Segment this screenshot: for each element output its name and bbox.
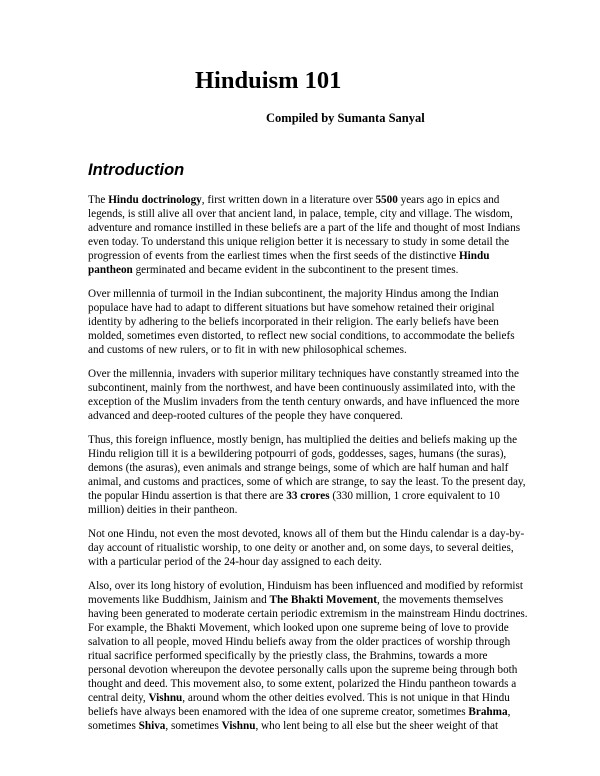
text-line: advanced and deep-rooted cultures of the people they have conquered. — [88, 410, 403, 422]
text-line: beliefs have always been enamored with the idea of one supreme creator, sometimes Brahma, — [88, 706, 511, 718]
text-line: adventure and romance instilled in these beliefs are a part of the life and thought of most Indians — [88, 222, 521, 234]
text-line: ritual sacrifice performed specifically by the priestly class, the Brahmins, towards a more — [88, 650, 488, 662]
paragraph-2 — [88, 287, 538, 357]
text-line: personal devotion whereupon the devotee personally calls upon the supreme being through both — [88, 664, 518, 676]
text-line: legends, is still alive all over that ancient land, in palace, temple, city and village. The wisdom, — [88, 208, 513, 220]
paragraph-6 — [88, 579, 538, 733]
text-line: pantheon germinated and became evident in the subcontinent to the present times. — [88, 264, 459, 276]
text-line: with a particular period of the 24-hour day assigned to each deity. — [88, 556, 382, 568]
text-line: animal, and customs and practices, some of which are strange, to say the least. To the present day, — [88, 476, 526, 488]
text-line: even today. To understand this unique religion better it is necessary to study in some detail the — [88, 236, 510, 248]
document-title: Hinduism 101 — [195, 67, 342, 94]
text-line: identity by adhering to the beliefs incorporated in their religion. The early beliefs have been — [88, 316, 499, 328]
text-line: thought and deed. This movement also, to some extent, polarized the Hindu pantheon towards a — [88, 678, 517, 690]
paragraph-1 — [88, 193, 538, 277]
text-line: Hindu religion till it is a bewildering potpourri of gods, goddesses, sages, humans (the suras), — [88, 448, 507, 460]
paragraph-5 — [88, 527, 538, 569]
text-line: and customs of new rulers, or to fit in with new philosophical schemes. — [88, 344, 407, 356]
text-line: Over millennia of turmoil in the Indian subcontinent, the majority Hindus among the Indian — [88, 288, 499, 300]
text-line: subcontinent, mainly from the northwest, and have been continuously assimilated into, with the — [88, 382, 516, 394]
text-line: Not one Hindu, not even the most devoted, knows all of them but the Hindu calendar is a day-by- — [88, 528, 525, 540]
text-line: Over the millennia, invaders with superior military techniques have constantly streamed into the — [88, 368, 519, 380]
section-heading: Introduction — [88, 161, 185, 179]
text-line: demons (the asuras), even animals and strange beings, some of which are half human and half — [88, 462, 509, 474]
text-line: day account of ritualistic worship, to one deity or another and, on some days, to several deities, — [88, 542, 514, 554]
text-line: the popular Hindu assertion is that there are 33 crores (330 million, 1 crore equivalent to 10 — [88, 490, 500, 502]
text-line: having been generated to moderate certain periodic extremism in the mainstream Hindu doctrines. — [88, 608, 528, 620]
author-byline: Compiled by Sumanta Sanyal — [266, 111, 425, 125]
text-line: Thus, this foreign influence, mostly benign, has multiplied the deities and beliefs making up the — [88, 434, 518, 446]
text-line: For example, the Bhakti Movement, which looked upon one supreme being of love to provide — [88, 622, 509, 634]
text-line: populace have had to adapt to different situations but have somehow retained their original — [88, 302, 495, 314]
text-line: central deity, Vishnu, around whom the other deities evolved. This is not unique in that Hindu — [88, 692, 510, 704]
text-line: The Hindu doctrinology, first written down in a literature over 5500 years ago in epics and — [88, 194, 500, 206]
paragraph-4 — [88, 433, 538, 517]
text-line: sometimes Shiva, sometimes Vishnu, who lent being to all else but the sheer weight of that — [88, 720, 499, 732]
text-line: progression of events from the earliest times when the first seeds of the distinctive Hindu — [88, 250, 490, 262]
paragraph-3 — [88, 367, 538, 423]
text-line: Also, over its long history of evolution, Hinduism has been influenced and modified by reformist — [88, 580, 523, 592]
text-line: million) deities in their pantheon. — [88, 504, 238, 516]
document-body — [88, 193, 538, 743]
text-line: salvation to all people, moved Hindu beliefs away from the older practices of worship through — [88, 636, 511, 648]
text-line: molded, sometimes even distorted, to reflect new social conditions, to accommodate the beliefs — [88, 330, 515, 342]
text-line: movements like Buddhism, Jainism and The Bhakti Movement, the movements themselves — [88, 594, 504, 606]
text-line: exception of the Muslim invaders from the tenth century onwards, and have influenced the more — [88, 396, 520, 408]
